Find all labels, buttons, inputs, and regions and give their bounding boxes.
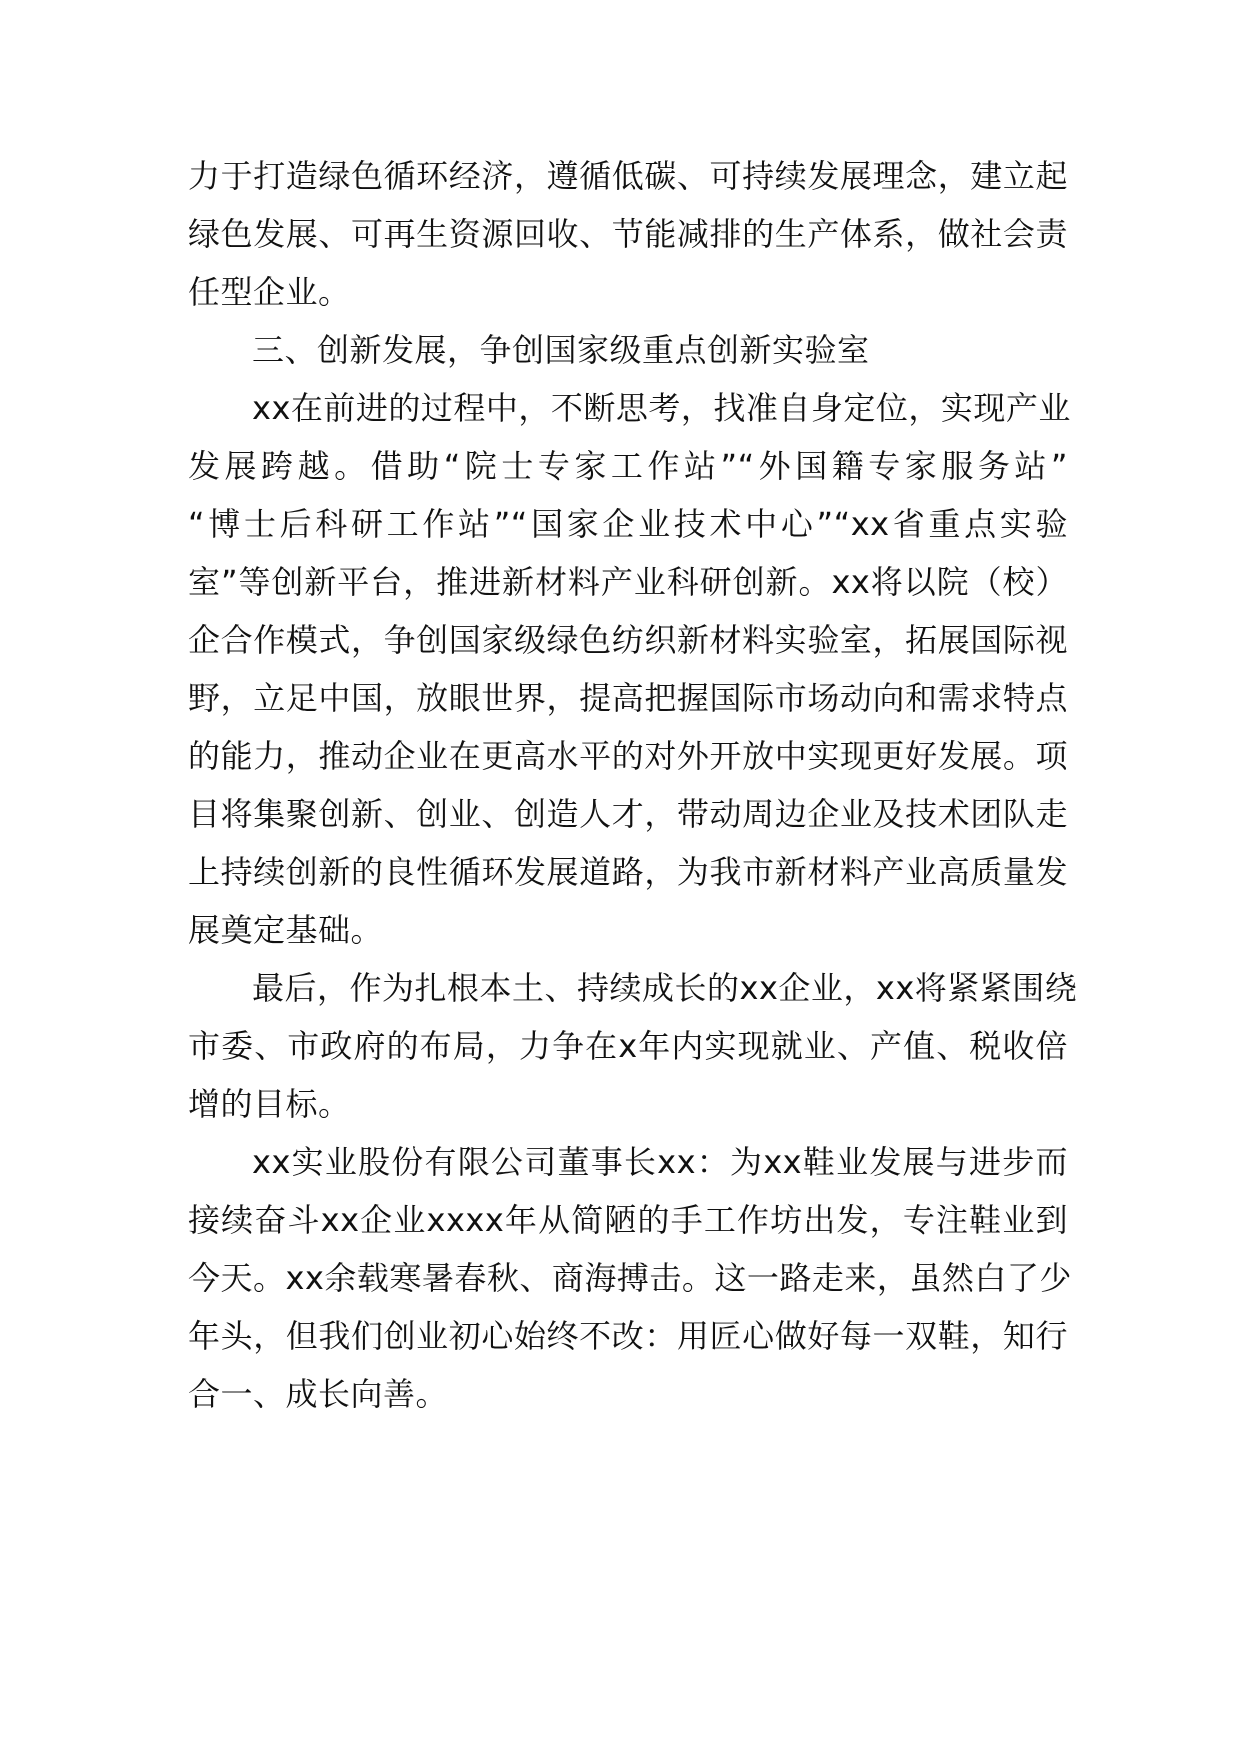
body-text-line: 野，立足中国，放眼世界，提高把握国际市场动向和需求特点 <box>188 679 1068 717</box>
body-text-line: 展奠定基础。 <box>188 911 384 949</box>
body-text-line: 最后，作为扎根本土、持续成长的xx企业，xx将紧紧围绕 <box>252 969 1078 1007</box>
body-text-line: 的能力，推动企业在更高水平的对外开放中实现更好发展。项 <box>188 737 1068 775</box>
body-text-line: 企合作模式，争创国家级绿色纺织新材料实验室，拓展国际视 <box>188 621 1068 659</box>
body-text-line: xx实业股份有限公司董事长xx：为xx鞋业发展与进步而 <box>252 1143 1068 1181</box>
body-text-line: 任型企业。 <box>188 273 351 311</box>
body-text-line: 力于打造绿色循环经济，遵循低碳、可持续发展理念，建立起 <box>188 157 1068 195</box>
body-text-line: 绿色发展、可再生资源回收、节能减排的生产体系，做社会责 <box>188 215 1068 253</box>
body-text-line: 目将集聚创新、创业、创造人才，带动周边企业及技术团队走 <box>188 795 1068 833</box>
body-text-line: 今天。xx余载寒暑春秋、商海搏击。这一路走来，虽然白了少 <box>188 1259 1072 1297</box>
body-text-line: xx在前进的过程中，不断思考，找准自身定位，实现产业 <box>252 389 1071 427</box>
body-text-line: 室”等创新平台，推进新材料产业科研创新。xx将以院（校） <box>188 563 1068 601</box>
body-text-line: 发展跨越。借助“院士专家工作站”“外国籍专家服务站” <box>188 447 1068 485</box>
body-text-line: 增的目标。 <box>188 1085 351 1123</box>
body-text-line: 年头，但我们创业初心始终不改：用匠心做好每一双鞋，知行 <box>188 1317 1068 1355</box>
section-heading: 三、创新发展，争创国家级重点创新实验室 <box>252 331 870 369</box>
body-text-line: 上持续创新的良性循环发展道路，为我市新材料产业高质量发 <box>188 853 1068 891</box>
body-text-line: 合一、成长向善。 <box>188 1375 449 1413</box>
body-text-line: “博士后科研工作站”“国家企业技术中心”“xx省重点实验 <box>188 505 1068 543</box>
body-text-line: 市委、市政府的布局，力争在x年内实现就业、产值、税收倍 <box>188 1027 1068 1065</box>
body-text-line: 接续奋斗xx企业xxxx年从简陋的手工作坊出发，专注鞋业到 <box>188 1201 1068 1239</box>
